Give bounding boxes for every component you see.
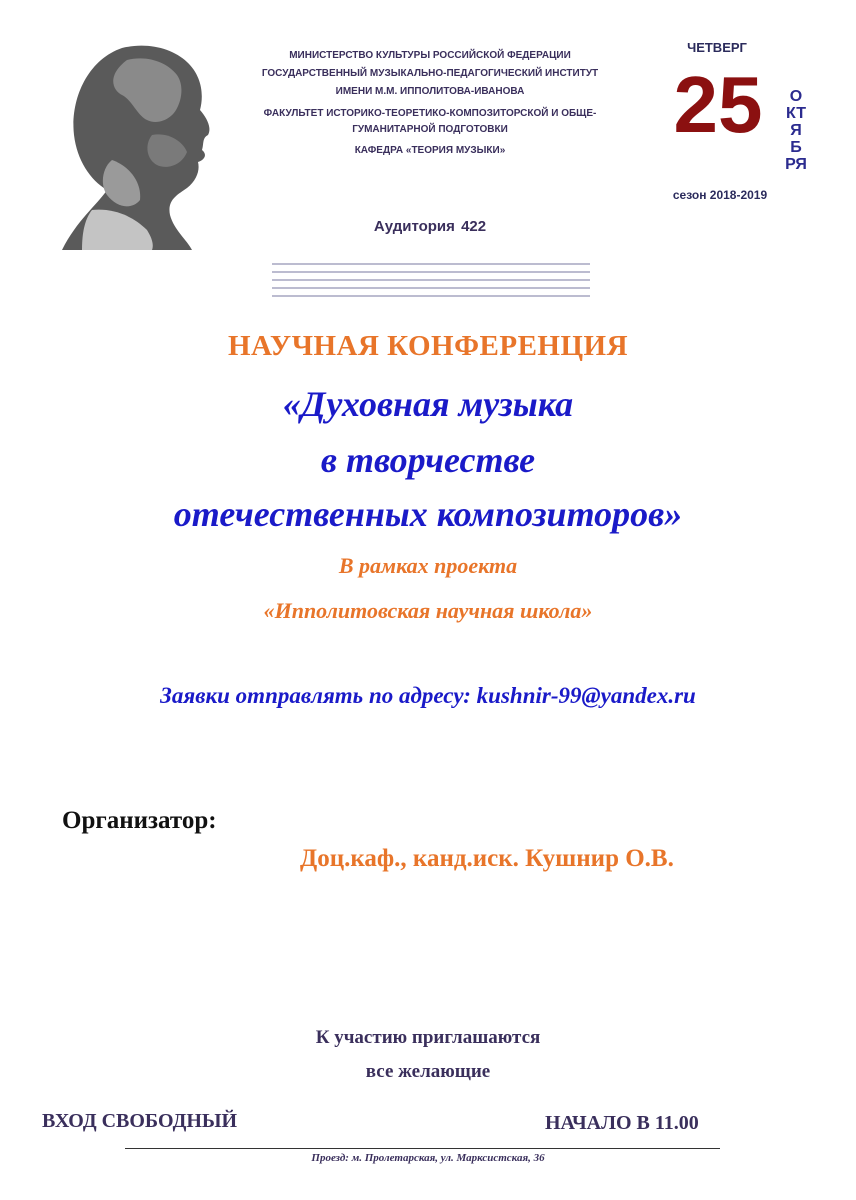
org-line-institute-name: ИМЕНИ М.М. ИППОЛИТОВА-ИВАНОВА xyxy=(335,86,525,97)
conference-title-line-3: отечественных композиторов» xyxy=(173,494,683,534)
org-line-faculty: ФАКУЛЬТЕТ ИСТОРИКО-ТЕОРЕТИКО-КОМПОЗИТОРСКОЙ И ОБЩЕ- xyxy=(263,108,597,119)
footer-divider xyxy=(125,1148,720,1149)
org-line-faculty-cont: ГУМАНИТАРНОЙ ПОДГОТОВКИ xyxy=(352,124,508,135)
start-time-label: НАЧАЛО В 11.00 xyxy=(545,1112,699,1134)
organizer-label: Организатор: xyxy=(62,807,217,834)
org-line-institute: ГОСУДАРСТВЕННЫЙ МУЗЫКАЛЬНО-ПЕДАГОГИЧЕСКИЙ ИНСТИТУТ xyxy=(261,68,599,79)
composer-portrait-icon xyxy=(52,40,227,250)
conference-title-line-1: «Духовная музыка xyxy=(282,384,574,424)
org-line-department: КАФЕДРА «ТЕОРИЯ МУЗЫКИ» xyxy=(354,145,506,156)
project-name: «Ипполитовская научная школа» xyxy=(263,598,593,623)
date-month: ОКТЯБРЯ xyxy=(785,88,807,173)
address-line: Проезд: м. Пролетарская, ул. Марксистская, 36 xyxy=(311,1152,545,1164)
project-label: В рамках проекта xyxy=(338,553,518,578)
conference-heading: НАУЧНАЯ КОНФЕРЕНЦИЯ xyxy=(227,330,629,362)
auditorium-label: Аудитория 422 xyxy=(373,218,487,235)
date-weekday: ЧЕТВЕРГ xyxy=(687,40,747,55)
org-line-ministry: МИНИСТЕРСТВО КУЛЬТУРЫ РОССИЙСКОЙ ФЕДЕРАЦИИ xyxy=(289,50,571,61)
date-season: сезон 2018-2019 xyxy=(672,188,768,202)
entry-free-label: ВХОД СВОБОДНЫЙ xyxy=(42,1110,238,1132)
music-staff-icon xyxy=(272,262,590,298)
date-day: 25 xyxy=(673,60,763,149)
invite-line-1: К участию приглашаются xyxy=(315,1027,541,1048)
applications-contact: Заявки отправлять по адресу: kushnir-99@yandex.ru xyxy=(160,683,696,708)
conference-title-line-2: в творчестве xyxy=(320,440,536,480)
organizer-name: Доц.каф., канд.иск. Кушнир О.В. xyxy=(300,845,674,872)
invite-line-2: все желающие xyxy=(365,1061,491,1082)
